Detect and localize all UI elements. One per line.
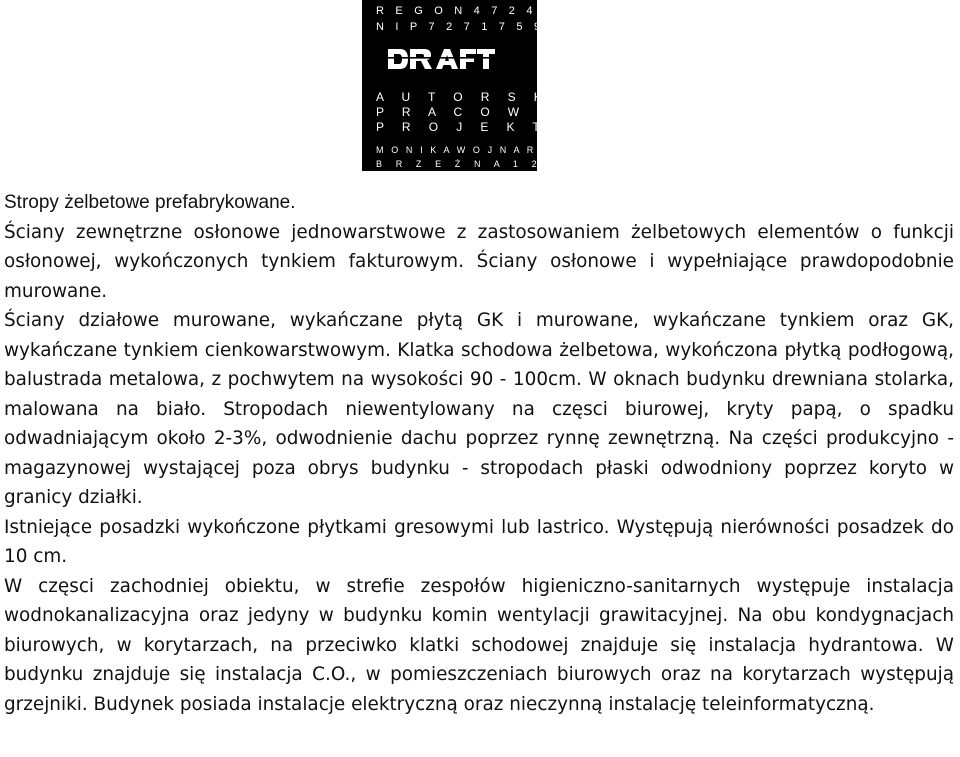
studio-name-line-1: A U T O R S K A xyxy=(376,90,575,104)
address-city: 9 0 - 3 0 3 Ł Ó D Ź xyxy=(376,174,557,184)
document-body xyxy=(4,188,954,719)
paragraph-external-walls: Ściany zewnętrzne osłonowe jednowarstwowe z zastosowaniem żelbetowych elementów o funkcji osłonowej, wykończonych tynkiem fakturowym. Ściany osłonowe i wypełniające prawdopodobnie murowane. xyxy=(4,221,954,302)
nip-number: N I P 7 2 7 1 7 5 9 6 1 1 xyxy=(376,21,597,33)
studio-name-line-2: P R A C O W N I A xyxy=(376,105,601,119)
paragraph-ceilings: Stropy żelbetowe prefabrykowane. xyxy=(4,192,296,213)
owner-name: M O N I K A W O J N A R O W S K A xyxy=(376,145,608,155)
draft-logo xyxy=(386,43,496,75)
paragraph-installations: W częsci zachodniej obiektu, w strefie zespołów higieniczno-sanitarnych występuje instalacja wodnokanalizacyjna oraz jedyny w budynku komin wentylacji grawitacyjnej. Na obu kondygnacjach biurowych, w korytarzach, na przeciwko klatki schodowej znajduje się instalacja hydrantowa. W budynku znajduje się instalacja C.O., w pomieszczeniach biurowych oraz na korytarzach występują grzejniki. Budynek posiada instalacje elektryczną oraz nieczynną instalację teleinformatyczną. xyxy=(4,575,954,715)
paragraph-floors: Istniejące posadzki wykończone płytkami gresowymi lub lastrico. Występują nierówności posadzek do 10 cm. xyxy=(4,516,954,567)
paragraph-partition-walls: Ściany działowe murowane, wykańczane płytą GK i murowane, wykańczane tynkiem oraz GK, wykańczane tynkiem cienkowarstwowym. Klatka schodowa żelbetowa, wykończona płytką podłogową, balustrada metalowa, z pochwytem na wysokości 90 - 100cm. W oknach budynku drewniana stolarka, malowana na biało. Stropodach niewentylowany na częsci biurowej, kryty papą, o spadku odwadniającym około 2-3%, odwodnienie dachu poprzez rynnę zewnętrzną. Na części produkcyjno - magazynowej wystającej poza obrys budynku - stropodach płaski odwodniony poprzez koryto w granicy działki. xyxy=(4,310,954,508)
address-street: B R Z E Ż N A 1 2 M. 5 xyxy=(376,159,591,169)
studio-name-line-3: P R O J E K T O W A xyxy=(376,120,630,134)
regon-number: R E G O N 4 7 2 4 0 2 5 3 7 xyxy=(376,5,625,17)
company-stamp xyxy=(362,0,630,184)
